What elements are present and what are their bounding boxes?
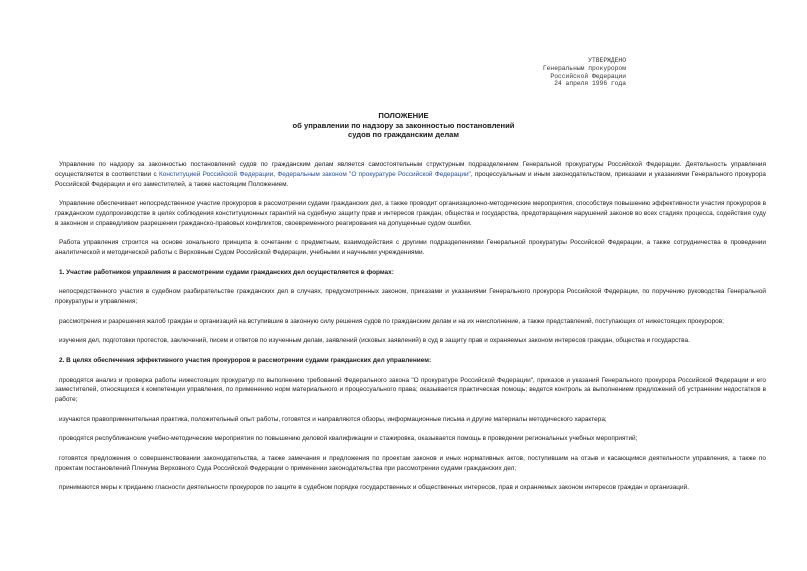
section-2-item: принимаются меры к приданию гласности деятельности прокуроров по защите в судебном порядке государственных и общественных интересов, прав и охраняемых законом интересов граждан и организаций. [59, 484, 689, 492]
section-1-heading: 1. Участие работников управления в рассмотрении судами гражданских дел осуществляется в формах: [59, 268, 394, 276]
section-1-item: непосредственного участия в судебном разбирательстве гражданских дел в случаях, предусмотренных законом, приказами и указаниями Генерального прокурора Российской Федерации, по поручению руководства Генеральной прокуратуры и управления; [55, 288, 766, 306]
approval-line: Российской Федерации [550, 72, 626, 80]
approval-line: УТВЕРЖДЕНО [588, 57, 626, 64]
approval-line: 24 апреля 1996 года [554, 80, 626, 88]
approval-stamp [528, 57, 626, 88]
prosecution-law-link[interactable]: Федеральным законом "О прокуратуре Российской Федерации" [277, 170, 471, 178]
title-line: судов по гражданским делам [348, 130, 459, 140]
paragraph-text: , процессуальным и иным законодательством, приказами и указаниями Генерального прокурора Российской Федерации и его заместителей, а также настоящим Положением. [55, 170, 766, 188]
paragraph-text: , [273, 170, 278, 178]
constitution-link[interactable]: Конституцией Российской Федерации [159, 170, 274, 178]
title-main: ПОЛОЖЕНИЕ [378, 111, 429, 120]
section-2-item: проводятся анализ и проверка работы нижестоящих прокуратур по выполнению требований Федерального закона "О прокуратуре Российской Федерации", приказов и указаний Генерального прокурора Российской Федерации и его заместителей, относящихся к компетенции управления, по применению норм материального и процессуального права; оказывается практическая помощь; ведется контроль за выполнением предложений об устранении недостатков в работе; [55, 376, 766, 404]
paragraph-text: Управление по надзору за законностью постановлений судов по гражданским делам является самостоятельным структурным подразделением Генеральной прокуратуры Российской Федерации. Деятельность управления осуществляется в соответствии с [55, 161, 766, 178]
approval-line: Генеральным прокурором [542, 64, 626, 72]
section-2-heading: 2. В целях обеспечения эффективного участия прокуроров в рассмотрении судами гражданских дел управлением: [59, 356, 432, 364]
document-body [55, 160, 766, 493]
paragraph-intro [55, 160, 766, 189]
section-1-item: изучения дел, подготовки протестов, заключений, писем и ответов по изученным делам, заявлений (исковых заявлений) в суд в защиту прав и охраняемых законом интересов граждан, общества и государства. [59, 337, 690, 345]
section-1-item: рассмотрения и разрешения жалоб граждан и организаций на вступившие в законную силу решения судов по гражданским делам и на их неисполнение, а также представлений, поступающих от нижестоящих прокуроров; [59, 317, 724, 325]
document-title [0, 111, 807, 140]
section-2-item: готовятся предложения о совершенствовании законодательства, а также замечания и предложения по проектам законов и иных нормативных актов, поступившим на отзыв и касающимся деятельности управления, а также по проектам постановлений Пленума Верховного Суда Российской Федерации о применении законодательства при рассмотрении судами гражданских дел; [55, 454, 766, 472]
paragraph-functions: Управление обеспечивает непосредственное участие прокуроров в рассмотрении судами гражданских дел, а также проводит организационно-методические мероприятия, способствуя повышению эффективности участия прокуроров в гражданском судопроизводстве в целях соблюдения конституционных гарантий на судебную защиту прав и интересов граждан, общества и государства, предотвращения нарушений законов во всех стадиях процесса, содействия суду в законном и справедливом разрешении гражданско-правовых конфликтов, своевременного реагирования на допущенные судом ошибки. [55, 200, 766, 227]
title-line: об управлении по надзору за законностью постановлений [292, 120, 515, 130]
section-2-item: проводятся республиканские учебно-методические мероприятия по повышению деловой квалификации и стажировка, оказывается помощь в проведении региональных учебных мероприятий; [59, 435, 638, 443]
section-2-item: изучаются правоприменительная практика, положительный опыт работы, готовятся и направляются обзоры, информационные письма и другие материалы методического характера; [59, 415, 607, 423]
paragraph-work-principles: Работа управления строится на основе зонального принципа в сочетании с предметным, взаимодействия с другими подразделениями Генеральной прокуратуры Российской Федерации, а также сотрудничества в проведении аналитической и методической работы с Верховным Судом Российской Федерации, учебными и научными учреждениями. [55, 239, 766, 257]
